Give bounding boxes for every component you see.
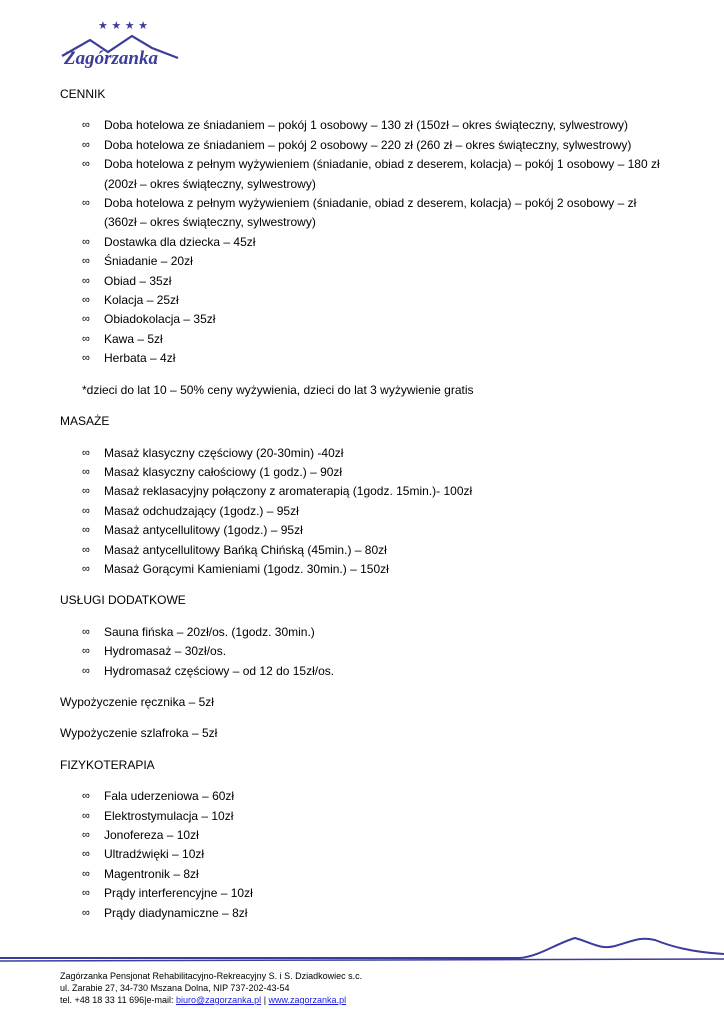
infinity-bullet-icon: ∞ <box>82 867 90 880</box>
infinity-bullet-icon: ∞ <box>82 562 90 575</box>
infinity-bullet-icon: ∞ <box>82 664 90 677</box>
list-item-text: Dostawka dla dziecka – 45zł <box>104 234 256 249</box>
list-item <box>60 252 660 271</box>
list-item-text: Fala uderzeniowa – 60zł <box>104 789 235 804</box>
infinity-bullet-icon: ∞ <box>82 158 90 171</box>
list-item <box>60 865 660 884</box>
logo-brand: Zagórzanka <box>64 48 158 69</box>
list-item-text: Doba hotelowa ze śniadaniem – pokój 1 osobowy – 130 zł (150zł – okres świąteczny, sylwestrowy) <box>104 118 629 133</box>
children-note: *dzieci do lat 10 – 50% ceny wyżywienia, dzieci do lat 3 wyżywienie gratis <box>82 382 474 397</box>
list-item-text: Hydromasaż częściowy – od 12 do 15zł/os. <box>104 663 335 678</box>
list-item <box>60 904 660 923</box>
infinity-bullet-icon: ∞ <box>82 465 90 478</box>
list-item <box>60 662 660 681</box>
section-title-cennik: CENNIK <box>60 87 106 101</box>
section-title-uslugi: USŁUGI DODATKOWE <box>60 593 186 608</box>
list-item-text: Masaż antycellulitowy Bańką Chińską (45min.) – 80zł <box>104 542 387 557</box>
infinity-bullet-icon: ∞ <box>82 809 90 822</box>
footer-phone: tel. +48 18 33 11 696|e-mail: <box>60 995 176 1005</box>
list-item-text: Doba hotelowa z pełnym wyżywieniem (śniadanie, obiad z deserem, kolacja) – pokój 1 osobowy – 180 zł (200zł – okres świąteczny, sylwestrowy) <box>104 157 660 191</box>
infinity-bullet-icon: ∞ <box>82 645 90 658</box>
document-body <box>60 85 660 935</box>
infinity-bullet-icon: ∞ <box>82 274 90 287</box>
infinity-bullet-icon: ∞ <box>82 313 90 326</box>
list-item <box>60 349 660 368</box>
infinity-bullet-icon: ∞ <box>82 255 90 268</box>
list-item-text: Doba hotelowa ze śniadaniem – pokój 2 osobowy – 220 zł (260 zł – okres świąteczny, sylwestrowy) <box>104 137 632 152</box>
list-item-text: Obiad – 35zł <box>104 273 172 288</box>
infinity-bullet-icon: ∞ <box>82 906 90 919</box>
list-item <box>60 155 660 194</box>
infinity-bullet-icon: ∞ <box>82 294 90 307</box>
bathrobe-rental: Wypożyczenie szlafroka – 5zł <box>60 726 218 741</box>
list-item <box>60 194 660 233</box>
infinity-bullet-icon: ∞ <box>82 138 90 151</box>
list-item-text: Kolacja – 25zł <box>104 293 179 308</box>
list-item-text: Kawa – 5zł <box>104 331 163 346</box>
list-item-text: Masaż reklasacyjny połączony z aromaterapią (1godz. 15min.)- 100zł <box>104 484 473 499</box>
infinity-bullet-icon: ∞ <box>82 485 90 498</box>
infinity-bullet-icon: ∞ <box>82 848 90 861</box>
infinity-bullet-icon: ∞ <box>82 197 90 210</box>
list-item-text: Jonofereza – 10zł <box>104 828 199 842</box>
infinity-bullet-icon: ∞ <box>82 119 90 132</box>
list-item <box>60 884 660 903</box>
towel-rental: Wypożyczenie ręcznika – 5zł <box>60 694 214 709</box>
list-item-text: Masaż odchudzający (1godz.) – 95zł <box>104 503 299 518</box>
list-item <box>60 845 660 864</box>
list-item-text: Prądy diadynamiczne – 8zł <box>104 905 248 920</box>
list-item <box>60 541 660 560</box>
footer-separator: | <box>261 995 269 1005</box>
list-item <box>60 623 660 642</box>
website-link[interactable]: www.zagorzanka.pl <box>268 995 347 1005</box>
list-item-text: Masaż antycellulitowy (1godz.) – 95zł <box>104 523 303 538</box>
infinity-bullet-icon: ∞ <box>82 543 90 556</box>
list-item-text: Śniadanie – 20zł <box>104 254 193 269</box>
list-item <box>60 807 660 826</box>
list-item <box>60 482 660 501</box>
list-item <box>60 136 660 155</box>
list-item <box>60 560 660 579</box>
masaze-list <box>60 444 660 580</box>
list-item-text: Herbata – 4zł <box>104 351 176 366</box>
list-item-text: Masaż Gorącymi Kamieniami (1godz. 30min.) – 150zł <box>104 561 389 576</box>
footer-company: Zagórzanka Pensjonat Rehabilitacyjno-Rekreacyjny S. i S. Dziadkowiec s.c. <box>60 971 363 981</box>
infinity-bullet-icon: ∞ <box>82 446 90 459</box>
list-item-text: Doba hotelowa z pełnym wyżywieniem (śniadanie, obiad z deserem, kolacja) – pokój 2 osobowy – zł (360zł – okres świąteczny, sylwestrowy) <box>104 196 637 230</box>
list-item <box>60 233 660 252</box>
fizykoterapia-list <box>60 787 660 923</box>
infinity-bullet-icon: ∞ <box>82 235 90 248</box>
list-item <box>60 787 660 806</box>
logo-stars: ★ ★ ★ ★ <box>98 19 148 32</box>
cennik-list <box>60 116 660 368</box>
infinity-bullet-icon: ∞ <box>82 829 90 841</box>
list-item-text: Elektrostymulacja – 10zł <box>104 808 234 823</box>
infinity-bullet-icon: ∞ <box>82 504 90 517</box>
list-item <box>60 521 660 540</box>
list-item-text: Ultradźwięki – 10zł <box>104 847 205 862</box>
list-item <box>60 642 660 661</box>
infinity-bullet-icon: ∞ <box>82 625 90 638</box>
list-item-text: Magentronik – 8zł <box>104 866 199 881</box>
list-item-text: Prądy interferencyjne – 10zł <box>104 886 253 901</box>
list-item <box>60 291 660 310</box>
infinity-bullet-icon: ∞ <box>82 790 90 803</box>
section-title-masaze: MASAŻE <box>60 414 110 429</box>
list-item-text: Hydromasaż – 30zł/os. <box>104 644 227 659</box>
list-item-text: Obiadokolacja – 35zł <box>104 312 216 327</box>
infinity-bullet-icon: ∞ <box>82 332 90 345</box>
infinity-bullet-icon: ∞ <box>82 352 90 365</box>
infinity-bullet-icon: ∞ <box>82 887 90 900</box>
list-item-text: Sauna fińska – 20zł/os. (1godz. 30min.) <box>104 624 315 639</box>
list-item <box>60 116 660 135</box>
footer-address: ul. Zarabie 27, 34-730 Mszana Dolna, NIP 737-202-43-54 <box>60 983 290 993</box>
footer-contact <box>60 994 362 1006</box>
footer-mountain-wave <box>0 930 724 966</box>
email-link[interactable]: biuro@zagorzanka.pl <box>176 995 262 1005</box>
list-item <box>60 272 660 291</box>
footer <box>60 970 362 1006</box>
uslugi-list <box>60 623 660 681</box>
list-item <box>60 826 660 845</box>
list-item <box>60 463 660 482</box>
list-item-text: Masaż klasyczny całościowy (1 godz.) – 90zł <box>104 464 343 479</box>
infinity-bullet-icon: ∞ <box>82 524 90 537</box>
logo <box>60 18 180 72</box>
list-item <box>60 502 660 521</box>
list-item-text: Masaż klasyczny częściowy (20-30min) -40zł <box>104 445 344 460</box>
list-item <box>60 310 660 329</box>
list-item <box>60 330 660 349</box>
section-title-fizykoterapia: FIZYKOTERAPIA <box>60 757 155 772</box>
list-item <box>60 444 660 463</box>
